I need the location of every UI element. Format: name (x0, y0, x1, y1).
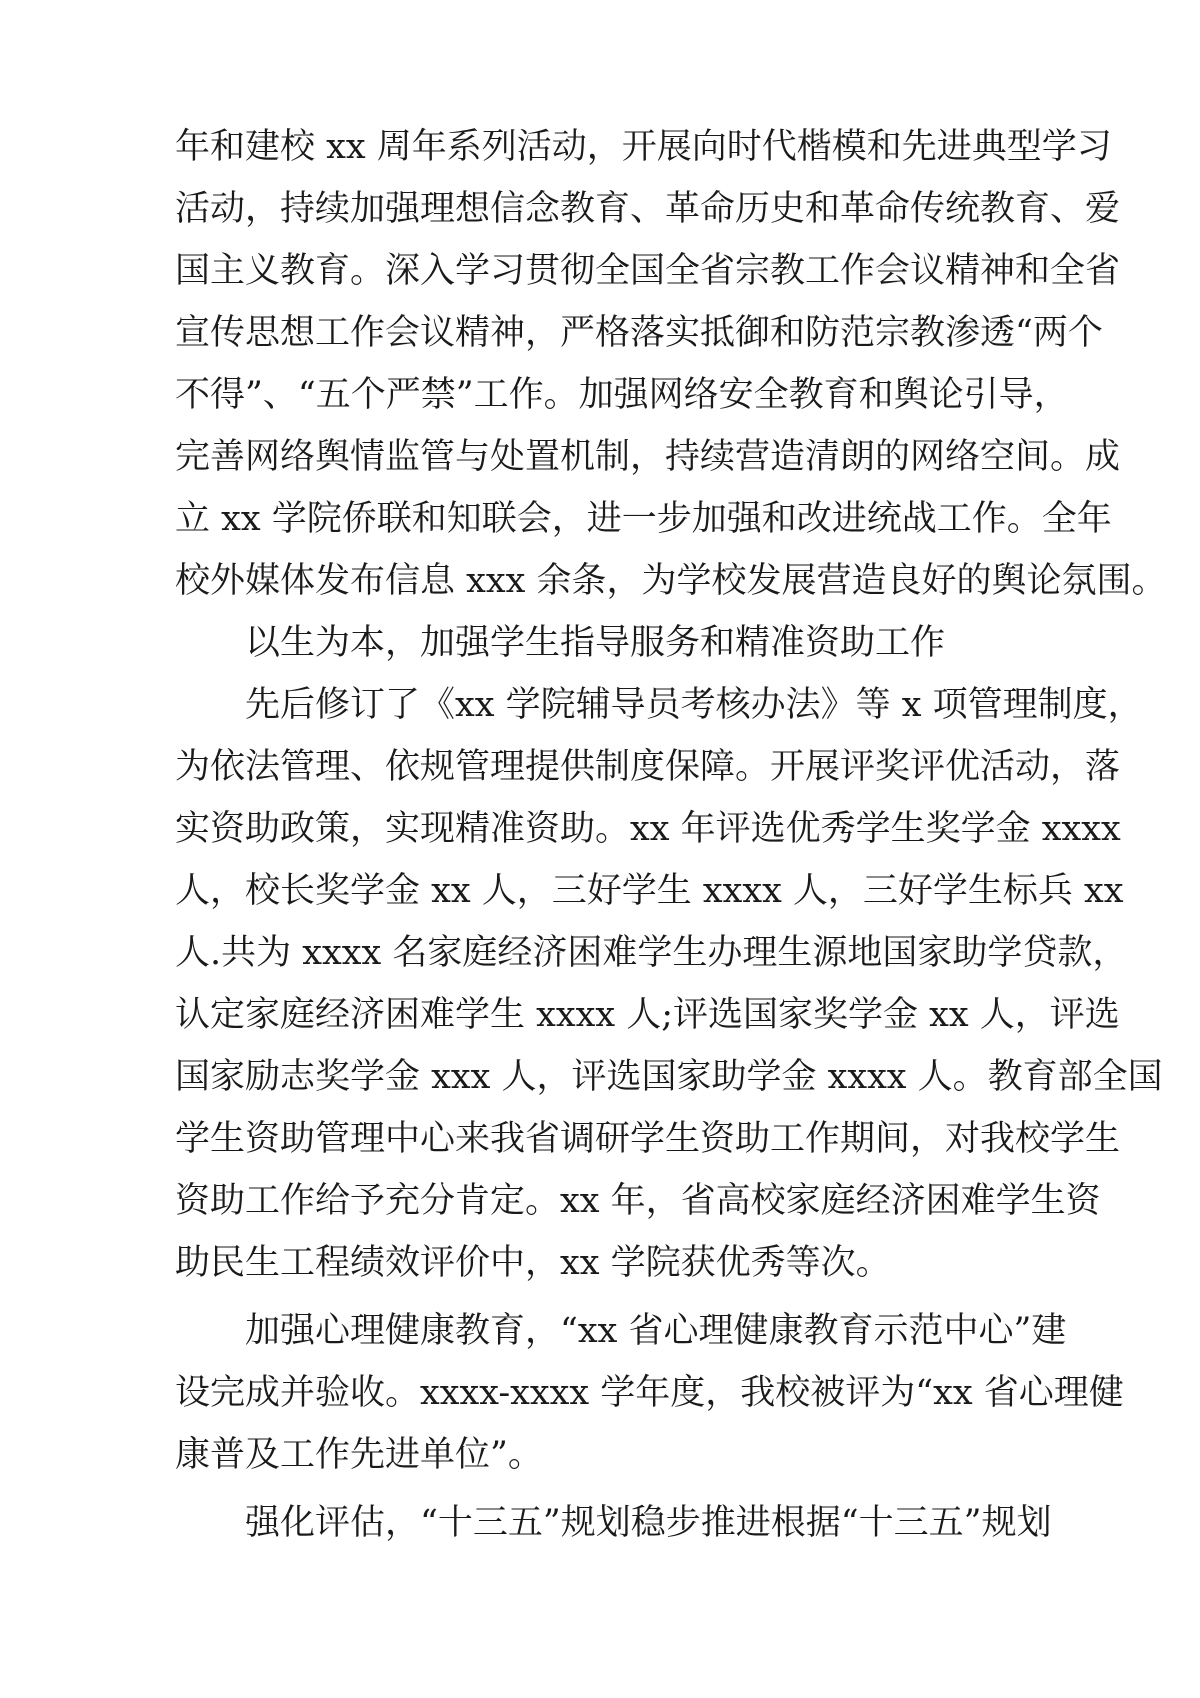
text-line: 校外媒体发布信息 xxx 余条，为学校发展营造良好的舆论氛围。 (175, 561, 1167, 601)
text-line: 助民生工程绩效评价中，xx 学院获优秀等次。 (175, 1243, 891, 1283)
text-line: 加强心理健康教育，“xx 省心理健康教育示范中心”建 (245, 1311, 1067, 1351)
text-line: 强化评估，“十三五”规划稳步推进根据“十三五”规划 (245, 1503, 1052, 1543)
text-line: 人.共为 xxxx 名家庭经济困难学生办理生源地国家助学贷款， (175, 933, 1128, 973)
paragraph-planning-evaluation (175, 1492, 1052, 1554)
text-line: 活动，持续加强理想信念教育、革命历史和革命传统教育、爱 (175, 189, 1121, 229)
text-line: 资助工作给予充分肯定。xx 年，省高校家庭经济困难学生资 (175, 1181, 1101, 1221)
text-line: 实资助政策，实现精准资助。xx 年评选优秀学生奖学金 xxxx (175, 809, 1121, 849)
text-line: 康普及工作先进单位”。 (175, 1435, 543, 1475)
text-line: 完善网络舆情监管与处置机制，持续营造清朗的网络空间。成 (175, 437, 1121, 477)
text-line: 国家励志奖学金 xxx 人，评选国家助学金 xxxx 人。教育部全国 (175, 1057, 1163, 1097)
text-line: 先后修订了《xx 学院辅导员考核办法》等 x 项管理制度， (245, 685, 1143, 725)
text-line: 人，校长奖学金 xx 人，三好学生 xxxx 人，三好学生标兵 xx (175, 871, 1124, 911)
text-line: 宣传思想工作会议精神，严格落实抵御和防范宗教渗透“两个 (175, 313, 1103, 353)
text-line: 设完成并验收。xxxx-xxxx 学年度，我校被评为“xx 省心理健 (175, 1373, 1124, 1413)
text-line: 认定家庭经济困难学生 xxxx 人;评选国家奖学金 xx 人，评选 (175, 995, 1120, 1035)
text-line: 为依法管理、依规管理提供制度保障。开展评奖评优活动，落 (175, 747, 1121, 787)
section-heading-student-services (175, 612, 1035, 674)
section-heading: 以生为本，加强学生指导服务和精准资助工作 (245, 623, 946, 663)
paragraph-mental-health (175, 1300, 1124, 1486)
text-line: 学生资助管理中心来我省调研学生资助工作期间，对我校学生 (175, 1119, 1121, 1159)
paragraph-propaganda-work (175, 116, 1167, 612)
text-line: 年和建校 xx 周年系列活动，开展向时代楷模和先进典型学习 (175, 127, 1112, 167)
text-line: 立 xx 学院侨联和知联会，进一步加强和改进统战工作。全年 (175, 499, 1112, 539)
paragraph-student-aid (175, 674, 1163, 1294)
text-line: 国主义教育。深入学习贯彻全国全省宗教工作会议精神和全省 (175, 251, 1121, 291)
document-body (175, 116, 1167, 1554)
text-line: 不得”、“五个严禁”工作。加强网络安全教育和舆论引导， (175, 375, 1069, 415)
